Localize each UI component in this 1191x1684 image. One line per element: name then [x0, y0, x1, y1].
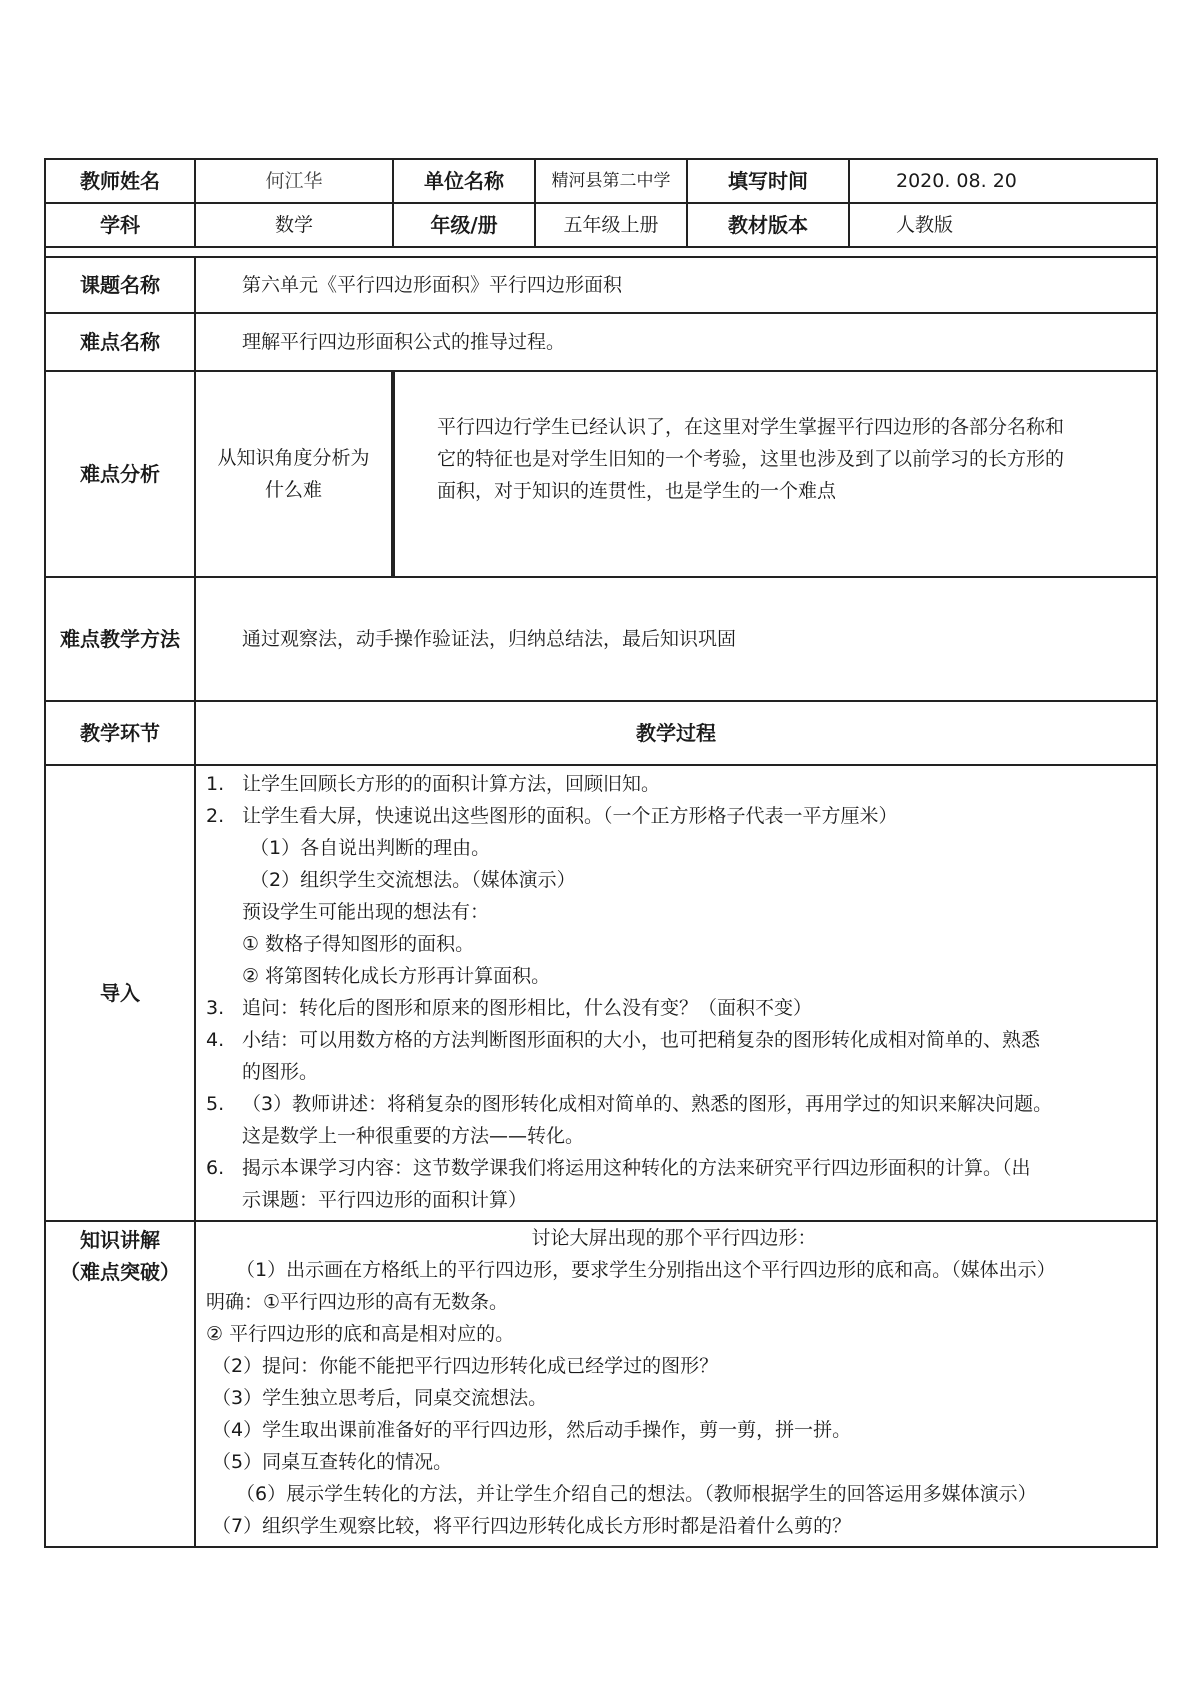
- intro-line: [206, 1088, 1142, 1120]
- intro-line-text: 让学生看大屏，快速说出这些图形的面积。（一个正方形格子代表一平方厘米）: [242, 805, 898, 827]
- intro-line-text: 让学生回顾长方形的的面积计算方法，回顾旧知。: [242, 773, 661, 795]
- intro-line-number: 2.: [206, 805, 225, 827]
- edition-label: 教材版本: [687, 203, 849, 247]
- intro-line-number: 3.: [206, 997, 225, 1019]
- intro-line-text: （1）各自说出判断的理由。: [250, 837, 491, 859]
- analysis-angle-cell: [195, 371, 393, 577]
- intro-line-text: 预设学生可能出现的想法有：: [242, 901, 490, 923]
- intro-steps-list: [196, 768, 1156, 1216]
- knowledge-label-line-2: （难点突破）: [60, 1260, 180, 1284]
- intro-line: [206, 1152, 1142, 1184]
- intro-line: [206, 1120, 1142, 1152]
- method-label: 难点教学方法: [45, 577, 195, 701]
- topic-value: 第六单元《平行四边形面积》平行四边形面积: [195, 257, 1157, 313]
- intro-line-text: （3）教师讲述：将稍复杂的图形转化成相对简单的、熟悉的图形，再用学过的知识来解决问题。: [242, 1093, 1053, 1115]
- grade-label: 年级/册: [393, 203, 535, 247]
- intro-label: 导入: [45, 765, 195, 1221]
- process-header-label: 教学过程: [195, 701, 1157, 765]
- intro-line-text: 追问：转化后的图形和原来的图形相比，什么没有变？（面积不变）: [242, 997, 813, 1019]
- stage-header-label: 教学环节: [45, 701, 195, 765]
- method-row: [45, 577, 1157, 701]
- intro-content: [195, 765, 1157, 1221]
- intro-line-text: （2）组织学生交流想法。（媒体演示）: [250, 869, 576, 891]
- knowledge-line: （3）学生独立思考后，同桌交流想法。: [212, 1387, 548, 1409]
- topic-row: [45, 257, 1157, 313]
- intro-line: [206, 832, 1142, 864]
- intro-line: [206, 800, 1142, 832]
- intro-row: [45, 765, 1157, 1221]
- fill-date-label: 填写时间: [687, 159, 849, 203]
- knowledge-line: （4）学生取出课前准备好的平行四边形，然后动手操作，剪一剪，拼一拼。: [212, 1419, 852, 1441]
- knowledge-label-line-1: 知识讲解: [80, 1228, 160, 1252]
- grade-value: 五年级上册: [535, 203, 687, 247]
- fill-date-value: 2020. 08. 20: [849, 159, 1157, 203]
- intro-line-text: 示课题：平行四边形的面积计算）: [242, 1189, 528, 1211]
- knowledge-line: （5）同桌互查转化的情况。: [212, 1451, 453, 1473]
- lesson-plan-table: [44, 158, 1158, 1548]
- intro-line: [206, 928, 1142, 960]
- intro-line: [206, 1024, 1142, 1056]
- intro-line-text: 这是数学上一种很重要的方法——转化。: [242, 1125, 585, 1147]
- topic-label: 课题名称: [45, 257, 195, 313]
- intro-line: [206, 896, 1142, 928]
- teacher-name-label: 教师姓名: [45, 159, 195, 203]
- analysis-content-line-2: 它的特征也是对学生旧知的一个考验，这里也涉及到了以前学习的长方形的: [437, 448, 1065, 470]
- knowledge-line: （2）提问：你能不能把平行四边形转化成已经学过的图形？: [212, 1355, 719, 1377]
- analysis-label: 难点分析: [45, 371, 195, 577]
- header-row-2: [45, 203, 1157, 247]
- intro-line: [206, 1056, 1142, 1088]
- knowledge-content: [195, 1221, 1157, 1547]
- knowledge-label: [45, 1221, 195, 1547]
- edition-value: 人教版: [849, 203, 1157, 247]
- method-value: 通过观察法，动手操作验证法，归纳总结法，最后知识巩固: [195, 577, 1157, 701]
- intro-line: [206, 768, 1142, 800]
- knowledge-line: （1）出示画在方格纸上的平行四边形，要求学生分别指出这个平行四边形的底和高。（媒体出示）: [236, 1259, 1056, 1281]
- knowledge-line: （7）组织学生观察比较，将平行四边形转化成长方形时都是沿着什么剪的？: [212, 1515, 852, 1537]
- analysis-angle-line-2: 什么难: [264, 479, 322, 501]
- unit-name-value: 精河县第二中学: [535, 159, 687, 203]
- difficulty-value: 理解平行四边形面积公式的推导过程。: [195, 313, 1157, 371]
- subject-value: 数学: [195, 203, 393, 247]
- lesson-plan-document: [44, 158, 1156, 1548]
- subject-label: 学科: [45, 203, 195, 247]
- spacer-row: [45, 247, 1157, 257]
- process-header-row: [45, 701, 1157, 765]
- teacher-name-value: 何江华: [195, 159, 393, 203]
- knowledge-line: ② 平行四边形的底和高是相对应的。: [206, 1323, 515, 1345]
- analysis-row: [45, 371, 1157, 577]
- intro-line-text: 揭示本课学习内容：这节数学课我们将运用这种转化的方法来研究平行四边形面积的计算。（出: [242, 1157, 1031, 1179]
- analysis-angle-line-1: 从知识角度分析为: [217, 447, 370, 469]
- intro-line: [206, 992, 1142, 1024]
- intro-line: [206, 1184, 1142, 1216]
- intro-line-text: 的图形。: [242, 1061, 319, 1083]
- knowledge-title: 讨论大屏出现的那个平行四边形：: [531, 1227, 817, 1249]
- difficulty-row: [45, 313, 1157, 371]
- difficulty-label: 难点名称: [45, 313, 195, 371]
- intro-line-text: 小结：可以用数方格的方法判断图形面积的大小，也可把稍复杂的图形转化成相对简单的、熟悉: [242, 1029, 1041, 1051]
- knowledge-lines: [196, 1222, 1156, 1542]
- unit-name-label: 单位名称: [393, 159, 535, 203]
- intro-line: [206, 960, 1142, 992]
- knowledge-row: [45, 1221, 1157, 1547]
- analysis-content-line-3: 面积，对于知识的连贯性，也是学生的一个难点: [437, 480, 837, 502]
- intro-line-number: 4.: [206, 1029, 225, 1051]
- intro-line-number: 5.: [206, 1093, 225, 1115]
- intro-line: [206, 864, 1142, 896]
- intro-line-text: ① 数格子得知图形的面积。: [242, 933, 475, 955]
- intro-line-text: ② 将第图转化成长方形再计算面积。: [242, 965, 551, 987]
- knowledge-line: （6）展示学生转化的方法，并让学生介绍自己的想法。（教师根据学生的回答运用多媒体演示）: [236, 1483, 1037, 1505]
- analysis-content-cell: [393, 371, 1157, 577]
- analysis-content-line-1: 平行四边行学生已经认识了，在这里对学生掌握平行四边形的各部分名称和: [437, 416, 1065, 438]
- header-row-1: [45, 159, 1157, 203]
- intro-line-number: 1.: [206, 773, 225, 795]
- spacer-cell: [45, 247, 1157, 257]
- knowledge-line: 明确：①平行四边形的高有无数条。: [206, 1291, 509, 1313]
- intro-line-number: 6.: [206, 1157, 225, 1179]
